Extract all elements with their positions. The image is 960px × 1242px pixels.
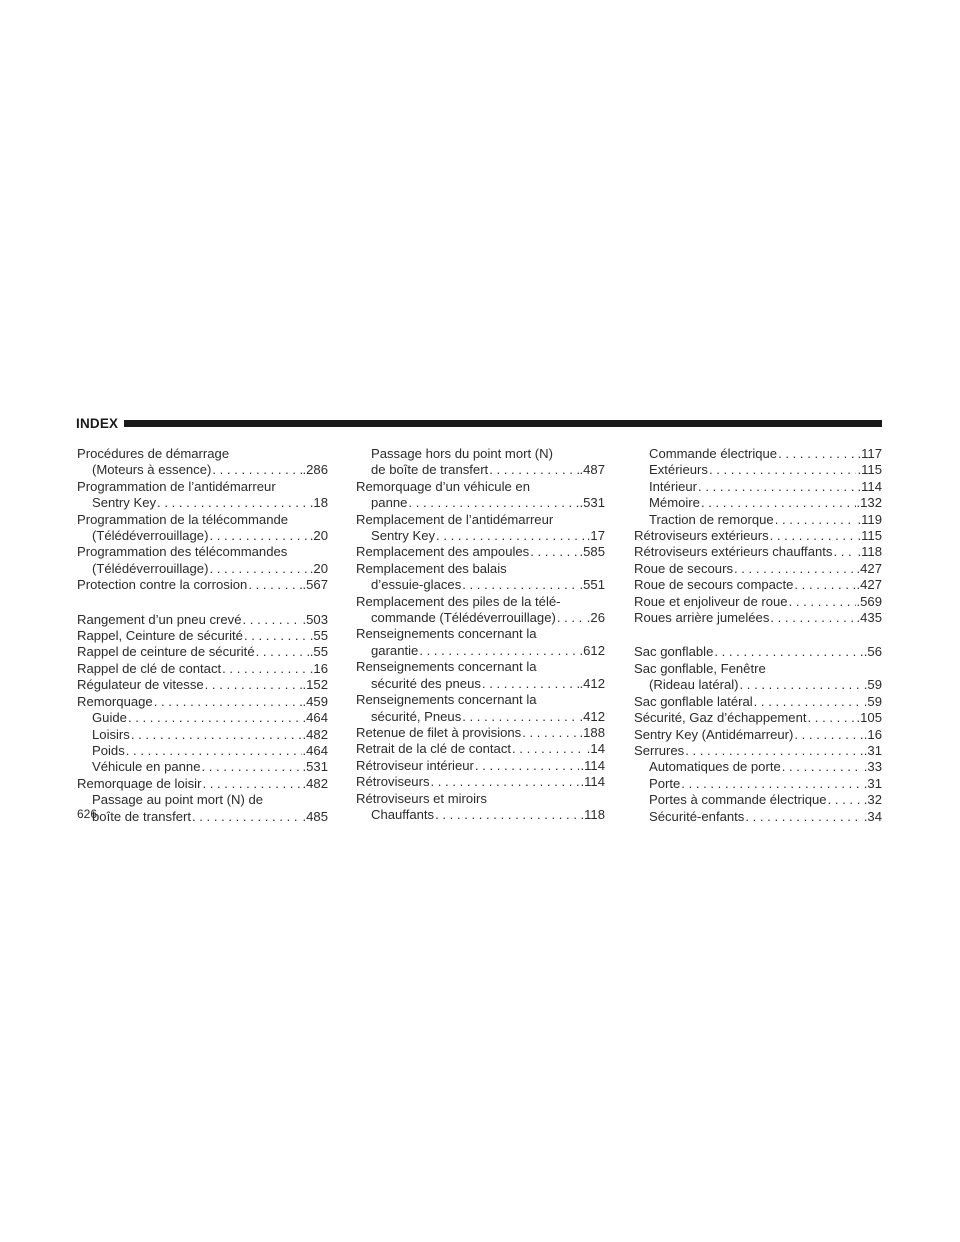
index-entry-label: Renseignements concernant la (356, 692, 537, 708)
dot-leader (126, 743, 302, 759)
index-entry (77, 612, 328, 628)
index-entry-page: .482 (302, 775, 328, 791)
index-header (76, 414, 882, 432)
index-entry-page: .132 (856, 495, 882, 511)
index-entry-page: .14 (586, 741, 605, 757)
index-entry-page: .487 (579, 462, 605, 478)
index-entry-page: .31 (863, 742, 882, 758)
dot-leader (419, 643, 578, 659)
index-entry-label: sécurité, Pneus (371, 708, 462, 724)
index-column-3 (634, 446, 882, 825)
index-entry (634, 495, 882, 511)
index-entry (634, 776, 882, 792)
index-entry-label: Passage au point mort (N) de (92, 792, 264, 808)
dot-leader (833, 544, 856, 560)
index-entry-page: .34 (863, 808, 882, 824)
index-entry (77, 544, 328, 560)
index-entry (356, 626, 605, 642)
index-entry-page: .20 (309, 560, 328, 576)
index-entry-label: Programmation des télécommandes (77, 544, 288, 560)
index-entry-page: .427 (856, 577, 882, 593)
index-entry (634, 677, 882, 693)
index-entry (356, 446, 605, 462)
index-entry-label: Roue de secours (634, 560, 733, 576)
index-entry (634, 610, 882, 626)
index-entry-page: .152 (302, 677, 328, 693)
index-entry-page: .464 (302, 742, 328, 758)
dot-leader (256, 644, 309, 660)
index-entry-page: .20 (309, 528, 328, 544)
index-entry-label: Commande électrique (649, 446, 778, 461)
index-entry-label: Remplacement des ampoules (356, 544, 530, 560)
index-entry-label: Programmation de l’antidémarreur (77, 478, 276, 494)
index-entry-label: Roues arrière jumelées (634, 610, 770, 626)
index-entry-label: (Télédéverrouillage) (92, 560, 209, 576)
index-entry-page: .31 (863, 775, 882, 791)
dot-leader (681, 776, 863, 792)
index-entry (77, 528, 328, 544)
index-entry-label: de boîte de transfert (371, 462, 489, 478)
index-entry-page: .531 (579, 495, 605, 511)
dot-leader (408, 495, 578, 511)
index-entry-page: .114 (580, 757, 605, 773)
index-entry-label: Rétroviseurs extérieurs chauffants (634, 544, 833, 560)
index-entry-page: .464 (302, 710, 328, 726)
index-entry-page: .551 (579, 577, 605, 593)
index-entry (356, 791, 605, 807)
index-entry (356, 528, 605, 544)
dot-leader (475, 758, 580, 774)
index-entry-label: Rappel de clé de contact (77, 660, 222, 676)
index-entry-page: .16 (309, 660, 328, 676)
index-entry (356, 758, 605, 774)
index-entry-label: Sac gonflable (634, 644, 714, 660)
index-entry-page: .17 (586, 528, 605, 544)
index-entry-page: .585 (579, 544, 605, 560)
index-entry-page: .55 (309, 644, 328, 660)
dot-leader (131, 727, 302, 743)
dot-leader (209, 561, 308, 577)
index-entry (356, 512, 605, 528)
index-entry (634, 512, 882, 528)
index-entry (77, 727, 328, 743)
index-entry (356, 610, 605, 626)
dot-leader (202, 776, 301, 792)
index-entry-label: Loisirs (92, 726, 130, 742)
index-entry-page: .33 (863, 759, 882, 775)
index-entry-page: .26 (586, 610, 605, 626)
index-entry-label: Sécurité, Gaz d’échappement (634, 710, 807, 726)
index-entry-label: Rétroviseurs extérieurs (634, 528, 769, 544)
dot-leader (745, 809, 862, 825)
index-entry (77, 462, 328, 478)
dot-leader (698, 479, 856, 495)
index-entry (634, 577, 882, 593)
dot-leader (201, 759, 301, 775)
dot-leader (482, 676, 579, 692)
index-entry (77, 677, 328, 693)
index-entry-label: Automatiques de porte (649, 759, 781, 775)
dot-leader (782, 759, 863, 775)
index-entry-label: Portes à commande électrique (649, 792, 827, 808)
index-entry-page: .55 (309, 628, 328, 644)
index-entry (634, 544, 882, 560)
index-entry-page: .503 (302, 611, 328, 627)
index-entry (356, 774, 605, 790)
index-entry-label: Remplacement des balais (356, 560, 507, 576)
index-entry-page: .612 (579, 642, 605, 658)
dot-leader (754, 694, 863, 710)
index-entry-label: Remorquage d’un véhicule en (356, 478, 530, 494)
index-entry-label: Poids (92, 742, 125, 758)
index-entry-label: Rappel, Ceinture de sécurité (77, 628, 243, 644)
index-entry-label: Remorquage (77, 693, 153, 709)
index-entry-label: panne (371, 495, 408, 511)
index-entry (356, 479, 605, 495)
index-entry-label: Programmation de la télécommande (77, 511, 289, 527)
dot-leader (154, 694, 302, 710)
index-entry (356, 577, 605, 593)
index-entry-label: Serrures (634, 742, 685, 758)
index-entry (634, 792, 882, 808)
index-entry (356, 807, 605, 823)
section-gap (634, 626, 882, 644)
index-entry-label: Sentry Key (92, 495, 157, 511)
index-entry-page: .485 (302, 808, 328, 824)
index-entry-page: .114 (857, 478, 882, 494)
dot-leader (222, 661, 309, 677)
dot-leader (775, 512, 857, 528)
index-entry (356, 709, 605, 725)
index-entry-label: Rangement d’un pneu crevé (77, 611, 242, 627)
index-entry-label: sécurité des pneus (371, 675, 481, 691)
index-entry (77, 743, 328, 759)
index-entry (634, 479, 882, 495)
header-rule (124, 420, 882, 427)
index-entry-page: .59 (863, 693, 882, 709)
index-entry-page: .115 (857, 462, 882, 478)
index-entry (634, 561, 882, 577)
index-entry-label: Sentry Key (Antidémarreur) (634, 726, 794, 742)
index-entry (77, 479, 328, 495)
dot-leader (435, 807, 579, 823)
index-column-2 (356, 446, 605, 823)
index-entry-page: .188 (579, 724, 605, 740)
index-entry (634, 743, 882, 759)
index-entry-label: Guide (92, 710, 127, 726)
index-entry-label: Rétroviseurs (356, 774, 430, 790)
index-entry (356, 692, 605, 708)
index-entry-label: Traction de remorque (649, 511, 774, 527)
index-column-1 (77, 446, 328, 825)
index-entry-label: Remorquage de loisir (77, 775, 202, 791)
index-entry (634, 710, 882, 726)
dot-leader (512, 741, 586, 757)
index-entry (634, 727, 882, 743)
index-entry (356, 643, 605, 659)
dot-leader (828, 792, 863, 808)
index-entry (77, 495, 328, 511)
index-entry (77, 710, 328, 726)
index-entry (634, 759, 882, 775)
index-entry (356, 561, 605, 577)
index-entry-page: .115 (857, 528, 882, 544)
index-entry-page: .427 (856, 560, 882, 576)
index-entry (356, 594, 605, 610)
index-entry (356, 741, 605, 757)
index-entry-label: (Rideau latéral) (649, 677, 739, 693)
page-title: INDEX (76, 415, 119, 431)
index-entry-label: Protection contre la corrosion (77, 577, 248, 593)
index-entry (634, 809, 882, 825)
index-entry-label: Régulateur de vitesse (77, 677, 204, 693)
dot-leader (794, 577, 855, 593)
index-entry-label: Rétroviseur intérieur (356, 757, 474, 773)
dot-leader (244, 628, 309, 644)
section-gap (77, 594, 328, 612)
index-entry-page: .59 (863, 677, 882, 693)
dot-leader (157, 495, 309, 511)
index-entry-label: Sécurité-enfants (649, 808, 745, 824)
index-entry (77, 628, 328, 644)
index-entry-label: Véhicule en panne (92, 759, 201, 775)
index-entry-page: .286 (302, 462, 328, 478)
dot-leader (808, 710, 856, 726)
dot-leader (557, 610, 586, 626)
index-entry-label: Remplacement des piles de la télé- (356, 593, 561, 609)
dot-leader (243, 612, 302, 628)
dot-leader (209, 528, 308, 544)
index-entry-label: Passage hors du point mort (N) (371, 446, 553, 461)
index-entry-label: Intérieur (649, 478, 698, 494)
index-entry-label: Sac gonflable latéral (634, 693, 753, 709)
dot-leader (789, 594, 856, 610)
index-entry-label: boîte de transfert (92, 808, 191, 824)
index-entry-label: Remplacement de l’antidémarreur (356, 511, 554, 527)
index-entry-label: (Moteurs à essence) (92, 462, 212, 478)
index-entry-page: .118 (580, 806, 605, 822)
index-entry-label: (Télédéverrouillage) (92, 528, 209, 544)
dot-leader (248, 577, 301, 593)
dot-leader (530, 544, 578, 560)
index-entry-page: .18 (309, 495, 328, 511)
index-entry (356, 544, 605, 560)
index-entry (356, 462, 605, 478)
index-entry (634, 661, 882, 677)
index-entry-label: Mémoire (649, 495, 700, 511)
index-entry-page: .119 (857, 511, 882, 527)
dot-leader (431, 774, 580, 790)
dot-leader (740, 677, 863, 693)
dot-leader (734, 561, 856, 577)
index-entry-label: Retrait de la clé de contact (356, 741, 512, 757)
index-entry-page: .114 (580, 774, 605, 790)
dot-leader (192, 809, 302, 825)
index-entry-page: .117 (857, 446, 882, 461)
index-entry-label: Roue de secours compacte (634, 577, 794, 593)
dot-leader (778, 446, 856, 462)
index-entry-label: Retenue de filet à provisions (356, 724, 522, 740)
index-entry-page: .412 (579, 708, 605, 724)
index-entry (634, 528, 882, 544)
index-entry-page: .118 (857, 544, 882, 560)
dot-leader (522, 725, 578, 741)
dot-leader (436, 528, 586, 544)
dot-leader (462, 709, 578, 725)
index-entry-label: Renseignements concernant la (356, 626, 537, 642)
dot-leader (212, 462, 301, 478)
dot-leader (709, 462, 857, 478)
index-entry-page: .105 (856, 710, 882, 726)
index-entry-label: Sac gonflable, Fenêtre (634, 660, 766, 676)
index-entry (77, 809, 328, 825)
index-entry-label: Porte (649, 775, 681, 791)
index-entry-label: Sentry Key (371, 528, 436, 544)
index-entry-label: commande (Télédéverrouillage) (371, 610, 556, 626)
index-entry (77, 561, 328, 577)
index-entry-page: .412 (579, 675, 605, 691)
index-entry (77, 776, 328, 792)
dot-leader (701, 495, 856, 511)
dot-leader (770, 610, 855, 626)
index-entry-label: Procédures de démarrage (77, 446, 230, 461)
index-entry (77, 694, 328, 710)
index-entry (634, 694, 882, 710)
index-entry-page: .569 (856, 593, 882, 609)
index-entry (77, 661, 328, 677)
index-entry (77, 577, 328, 593)
index-entry (634, 446, 882, 462)
index-entry-label: Rétroviseurs et miroirs (356, 790, 487, 806)
dot-leader (489, 462, 578, 478)
index-entry-page: .435 (856, 610, 882, 626)
dot-leader (714, 644, 862, 660)
index-entry-label: Extérieurs (649, 462, 708, 478)
index-entry (634, 644, 882, 660)
dot-leader (794, 727, 862, 743)
index-entry (356, 495, 605, 511)
dot-leader (128, 710, 302, 726)
index-entry-page: .567 (302, 577, 328, 593)
index-entry-label: garantie (371, 642, 419, 658)
index-entry-page: .16 (863, 726, 882, 742)
dot-leader (685, 743, 863, 759)
index-entry-label: Renseignements concernant la (356, 659, 537, 675)
index-entry (356, 725, 605, 741)
index-entry (77, 792, 328, 808)
index-entry (77, 759, 328, 775)
index-entry (356, 676, 605, 692)
index-entry-page: .482 (302, 726, 328, 742)
dot-leader (770, 528, 857, 544)
index-entry-page: .32 (863, 792, 882, 808)
index-entry (356, 659, 605, 675)
index-entry (77, 446, 328, 462)
index-entry-page: .531 (302, 759, 328, 775)
index-entry-page: .459 (302, 693, 328, 709)
index-entry-label: Chauffants (371, 806, 435, 822)
index-entry-label: Rappel de ceinture de sécurité (77, 644, 255, 660)
dot-leader (462, 577, 578, 593)
index-entry-label: d’essuie-glaces (371, 577, 462, 593)
page-number: 626 (77, 807, 98, 821)
index-entry-page: .56 (863, 644, 882, 660)
index-entry (634, 462, 882, 478)
index-entry-label: Roue et enjoliveur de roue (634, 593, 788, 609)
dot-leader (205, 677, 302, 693)
index-entry (77, 512, 328, 528)
index-entry (77, 644, 328, 660)
index-entry (634, 594, 882, 610)
